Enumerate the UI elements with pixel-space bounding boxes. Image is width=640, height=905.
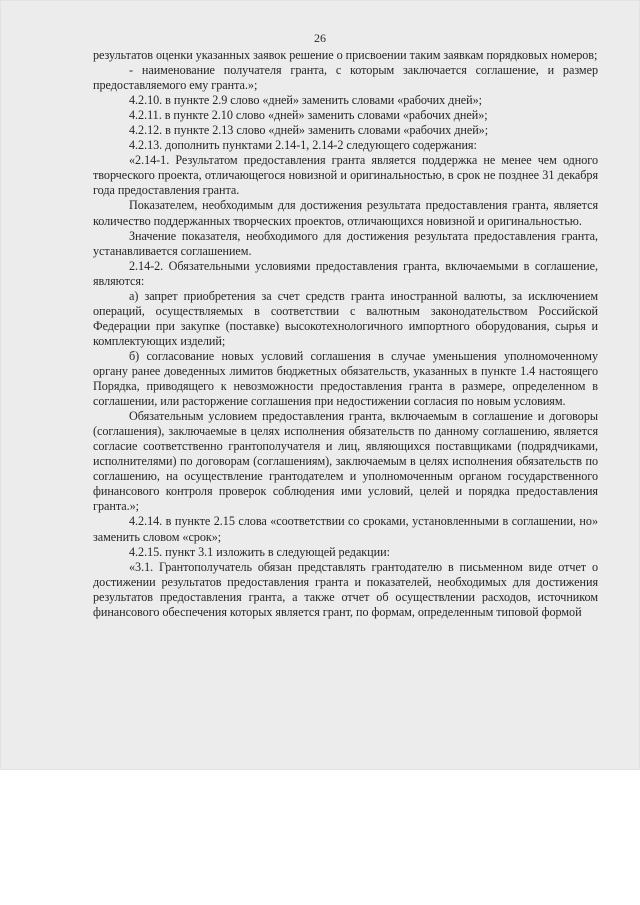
paragraph: - наименование получателя гранта, с которым заключается соглашение, и размер предоставляемого ему гранта.»; [93,63,598,93]
paragraph: 4.2.15. пункт 3.1 изложить в следующей редакции: [129,544,390,559]
paragraph: 4.2.10. в пункте 2.9 слово «дней» заменить словами «рабочих дней»; [129,93,483,108]
paragraph: Значение показателя, необходимого для достижения результата предоставления гранта, устанавливается соглашением. [93,228,598,258]
paragraph: а) запрет приобретения за счет средств гранта иностранной валюты, за исключением операций, осуществляемых в соответствии с валютным законодательством Российской Федерации при закупке (поставке) высокотехнологичного импортного оборудования, сырья и комплектующих изделий; [93,288,598,348]
paragraph: Показателем, необходимым для достижения результата предоставления гранта, является количество поддержанных творческих проектов, отличающихся новизной и оригинальностью. [93,198,598,228]
paragraph: б) согласование новых условий соглашения в случае уменьшения уполномоченному органу ранее доведенных лимитов бюджетных обязательств, указанных в пункте 1.4 настоящего Порядка, приводящего к невозможности предоставления гранта в размере, определенном в соглашении, или расторжение соглашения при недостижении согласия по новым условиям. [93,348,598,409]
paragraph: «3.1. Грантополучатель обязан представлять грантодателю в письменном виде отчет о достижении результатов предоставления гранта и показателей, необходимых для достижения результатов предоставления гранта, а также отчет об осуществлении расходов, источником финансового обеспечения которых является грант, по формам, определенным типовой формой [93,559,598,619]
paragraph: 4.2.11. в пункте 2.10 слово «дней» заменить словами «рабочих дней»; [129,108,488,123]
paragraph: результатов оценки указанных заявок решение о присвоении таким заявкам порядковых номеров; [93,48,598,62]
paragraph: Обязательным условием предоставления гранта, включаемым в соглашение и договоры (соглашения), заключаемые в целях исполнения обязательств по данному соглашению, является согласие соответственно грантополучателя и лиц, являющихся поставщиками (подрядчиками, исполнителями) по договорам (соглашениям), заключаемым в целях исполнения обязательств по соглашению, на осуществление грантодателем и уполномоченным органом государственного финансового контроля проверок соблюдения ими условий, целей и порядка предоставления гранта.»; [93,409,598,514]
document-body [93,48,598,620]
page-number: 26 [314,31,326,45]
paragraph: «2.14-1. Результатом предоставления гранта является поддержка не менее чем одного творческого проекта, отличающегося новизной и оригинальностью, в срок не позднее 31 декабря года предоставления гранта. [93,153,598,198]
paragraph: 4.2.12. в пункте 2.13 слово «дней» заменить словами «рабочих дней»; [129,123,489,138]
paragraph: 4.2.14. в пункте 2.15 слова «соответствии со сроками, установленными в соглашении, но» заменить словом «срок»; [93,514,598,544]
paragraph: 4.2.13. дополнить пунктами 2.14-1, 2.14-2 следующего содержания: [129,138,477,153]
paragraph: 2.14-2. Обязательными условиями предоставления гранта, включаемыми в соглашение, являются: [93,258,598,288]
